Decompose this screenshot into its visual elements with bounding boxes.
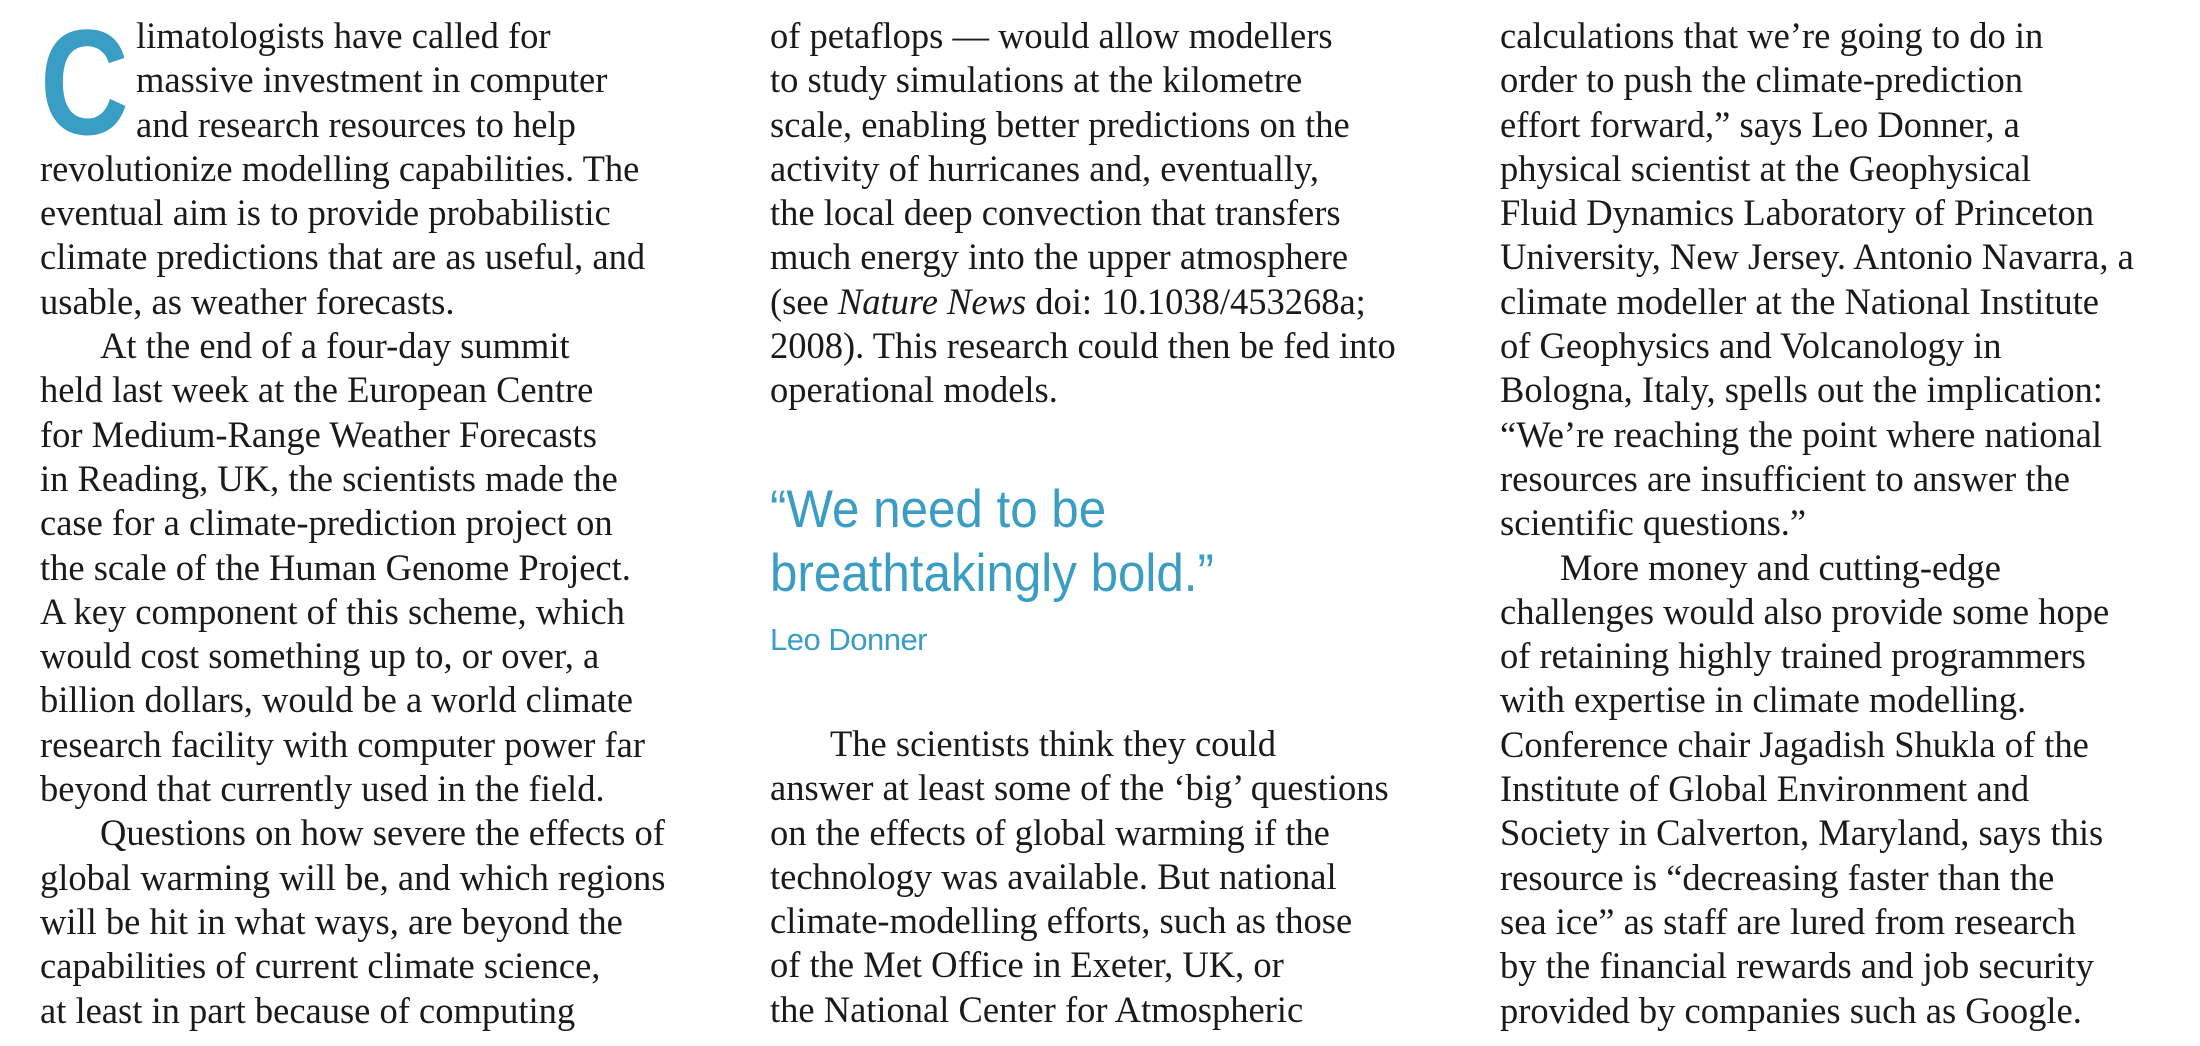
body-line: operational models.	[770, 369, 1058, 411]
body-line: on the effects of global warming if the	[770, 811, 1330, 853]
body-line: would cost something up to, or over, a	[40, 635, 600, 677]
citation-doi: doi: 10.1038/453268a;	[1026, 280, 1366, 322]
body-line: More money and cutting-edge	[1560, 546, 2001, 588]
body-line: physical scientist at the Geophysical	[1500, 147, 2032, 189]
body-line: billion dollars, would be a world climate	[40, 679, 634, 721]
citation-prefix: (see	[770, 280, 838, 322]
body-line: of petaflops — would allow modellers	[770, 15, 1333, 56]
body-line: the local deep convection that transfers	[770, 192, 1341, 234]
body-line: of Geophysics and Volcanology in	[1500, 325, 2002, 367]
body-line: Questions on how severe the effects of	[100, 812, 665, 854]
body-line: revolutionize modelling capabilities. The	[40, 147, 640, 189]
body-line: capabilities of current climate science,	[40, 945, 601, 987]
body-line: the National Center for Atmospheric	[770, 988, 1304, 1030]
body-line: research facility with computer power far	[40, 723, 646, 765]
body-line: massive investment in computer	[136, 59, 608, 101]
body-line: held last week at the European Centre	[40, 369, 594, 411]
body-line: climate predictions that are as useful, and	[40, 236, 646, 278]
body-line: with expertise in climate modelling.	[1500, 679, 2027, 721]
body-line: sea ice” as staff are lured from research	[1500, 900, 2076, 942]
body-line: limatologists have called for	[136, 15, 551, 56]
body-line: 2008). This research could then be fed into	[770, 325, 1396, 367]
body-line: case for a climate-prediction project on	[40, 502, 613, 544]
article-column-2	[770, 14, 1460, 413]
body-line: to study simulations at the kilometre	[770, 59, 1303, 101]
body-line: activity of hurricanes and, eventually,	[770, 147, 1319, 189]
body-line: by the financial rewards and job security	[1500, 945, 2094, 987]
body-line: challenges would also provide some hope	[1500, 590, 2110, 632]
body-line: of retaining highly trained programmers	[1500, 635, 2086, 677]
body-line: of the Met Office in Exeter, UK, or	[770, 944, 1284, 986]
body-line: provided by companies such as Google.	[1500, 989, 2082, 1031]
body-line: Society in Calverton, Maryland, says this	[1500, 812, 2104, 854]
pull-quote	[770, 478, 1460, 660]
article-column-2-continued	[770, 722, 1460, 1032]
body-line: “We’re reaching the point where national	[1500, 413, 2103, 455]
pull-quote-text: “We need to be	[770, 480, 1107, 539]
publication-name: Nature News	[837, 280, 1027, 322]
body-line: Conference chair Jagadish Shukla of the	[1500, 723, 2089, 765]
body-line: much energy into the upper atmosphere	[770, 236, 1349, 278]
body-line: order to push the climate-prediction	[1500, 59, 2023, 101]
body-line: Bologna, Italy, spells out the implication:	[1500, 369, 2103, 411]
body-line: resources are insufficient to answer the	[1500, 457, 2070, 499]
body-line: calculations that we’re going to do in	[1500, 15, 2044, 56]
body-line: and research resources to help	[136, 103, 576, 145]
body-line: in Reading, UK, the scientists made the	[40, 457, 618, 499]
body-line: answer at least some of the ‘big’ questions	[770, 767, 1389, 809]
body-line: beyond that currently used in the field.	[40, 768, 605, 810]
body-line: The scientists think they could	[830, 723, 1277, 764]
article-column-1	[40, 0, 730, 1033]
body-line: climate-modelling efforts, such as those	[770, 900, 1353, 942]
body-line: will be hit in what ways, are beyond the	[40, 900, 623, 942]
body-line: A key component of this scheme, which	[40, 590, 625, 632]
body-line: Fluid Dynamics Laboratory of Princeton	[1500, 192, 2095, 234]
body-line: Institute of Global Environment and	[1500, 768, 2030, 810]
body-line: effort forward,” says Leo Donner, a	[1500, 103, 2020, 145]
citation-line	[770, 280, 1460, 324]
pull-quote-text: breathtakingly bold.”	[770, 544, 1214, 603]
body-line: scientific questions.”	[1500, 502, 1807, 544]
body-line: at least in part because of computing	[40, 989, 576, 1031]
article-column-3	[1500, 14, 2190, 1033]
body-line: for Medium-Range Weather Forecasts	[40, 413, 597, 455]
body-line: global warming will be, and which regions	[40, 856, 666, 898]
body-line: usable, as weather forecasts.	[40, 280, 455, 322]
body-line: the scale of the Human Genome Project.	[40, 546, 631, 588]
body-line: scale, enabling better predictions on the	[770, 103, 1350, 145]
pull-quote-attribution: Leo Donner	[770, 622, 928, 657]
body-line: At the end of a four-day summit	[100, 325, 570, 367]
drop-cap: C	[40, 0, 129, 166]
body-line: technology was available. But national	[770, 855, 1337, 897]
body-line: eventual aim is to provide probabilistic	[40, 192, 611, 234]
body-line: resource is “decreasing faster than the	[1500, 856, 2055, 898]
body-line: University, New Jersey. Antonio Navarra, a	[1500, 236, 2134, 278]
body-line: climate modeller at the National Institute	[1500, 280, 2100, 322]
